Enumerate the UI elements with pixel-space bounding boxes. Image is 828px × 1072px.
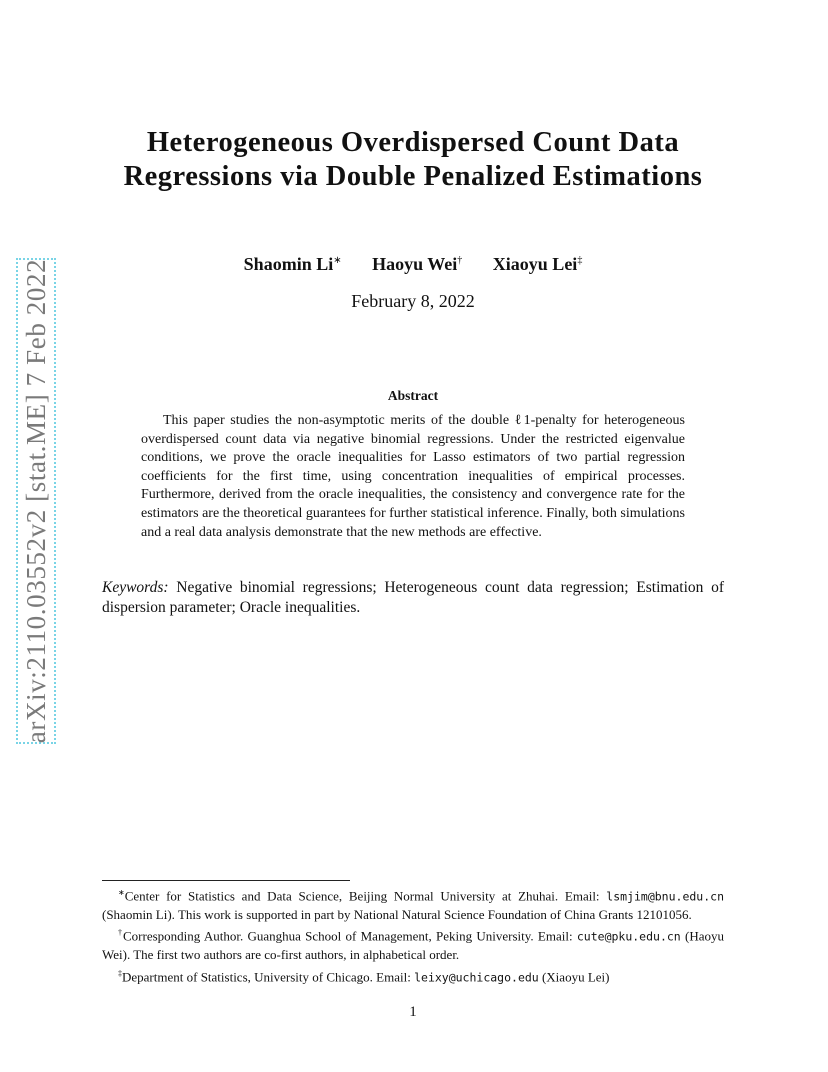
footnote-3-mark: ‡ [118, 968, 122, 978]
footnote-1-post: (Shaomin Li). This work is supported in part by National Natural Science Foundation of China Grants 12101056. [102, 906, 692, 922]
footnotes [102, 884, 724, 987]
footnote-2 [102, 924, 724, 963]
footnote-divider [102, 880, 350, 881]
keywords-text: Negative binomial regressions; Heterogeneous count data regression; Estimation of dispersion parameter; Oracle inequalities. [102, 579, 725, 616]
footnote-3 [102, 965, 724, 987]
footnote-2-mark: † [118, 928, 124, 938]
keywords-label: Keywords: [102, 579, 169, 596]
author-list [102, 254, 724, 275]
footnote-1-pre: Center for Statistics and Data Science, Beijing Normal University at Zhuhai. Email: [124, 888, 607, 904]
keywords [102, 578, 724, 618]
author-1-footnote-mark: ∗ [333, 255, 342, 266]
page-number: 1 [409, 1004, 417, 1020]
arxiv-identifier: arXiv:2110.03552v2 [stat.ME] 7 Feb 2022 [20, 258, 51, 744]
author-2-footnote-mark: † [457, 255, 463, 266]
footnote-1-mark: ∗ [118, 888, 125, 897]
abstract-text: This paper studies the non-asymptotic merits of the double ℓ1-penalty for heterogeneous overdispersed count data via negative binomial regressions. Under the restricted eigenvalue conditions, we prove the oracle inequalities for Lasso estimators of two partial regression coefficients for the first time, using concentration inequalities of empirical processes. Furthermore, derived from the oracle inequalities, the consistency and convergence rate for the estimators are the theoretical guarantees for further statistical inference. Finally, both simulations and a real data analysis demonstrate that the new methods are effective. [141, 413, 685, 540]
footnote-2-pre: Corresponding Author. Guanghua School of Management, Peking University. Email: [123, 928, 577, 944]
abstract-heading: Abstract [387, 388, 439, 403]
author-2-name: Haoyu Wei [372, 254, 458, 274]
author-1 [244, 254, 342, 274]
paper-title: Heterogeneous Overdispersed Count Data Regressions via Double Penalized Estimations [123, 127, 703, 192]
footnote-2-email[interactable]: cute@pku.edu.cn [576, 929, 681, 944]
footnote-3-pre: Department of Statistics, University of Chicago. Email: [122, 968, 415, 984]
author-2 [372, 254, 462, 274]
author-3 [493, 254, 583, 274]
footnote-1-email[interactable]: lsmjim@bnu.edu.cn [606, 889, 724, 904]
footnote-3-email[interactable]: leixy@uchicago.edu [414, 969, 539, 984]
footnote-3-post: (Xiaoyu Lei) [538, 968, 610, 984]
publication-date: February 8, 2022 [351, 291, 475, 311]
author-3-name: Xiaoyu Lei [492, 254, 578, 274]
footnote-1 [102, 884, 724, 923]
author-3-footnote-mark: ‡ [577, 255, 583, 266]
footnote-2-post: (Haoyu Wei). The first two authors are co-first authors, in alphabetical order. [102, 928, 724, 963]
author-1-name: Shaomin Li [243, 254, 334, 274]
